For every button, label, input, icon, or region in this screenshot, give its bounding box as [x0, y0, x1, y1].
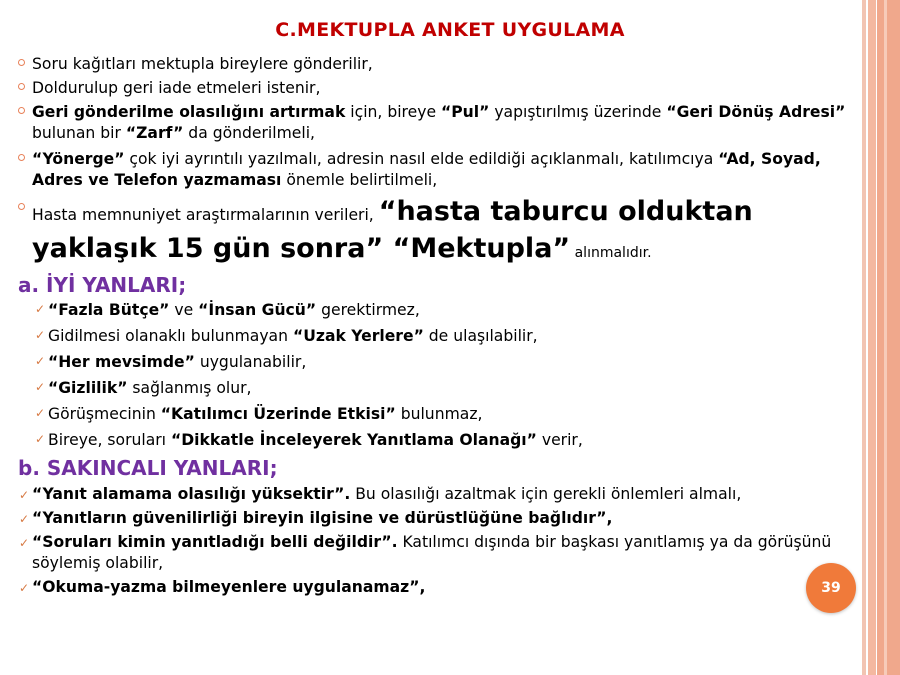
pros-item-2: ✓ Gidilmesi olanaklı bulunmayan “Uzak Yerlere” de ulaşılabilir, — [35, 327, 538, 345]
pros-item-4: ✓ “Gizlilik” sağlanmış olur, — [35, 379, 252, 397]
checkmark-icon: ✓ — [35, 354, 46, 368]
cons-item-1: ✓ “Yanıt alamama olasılığı yüksektir”. Bu olasılığı azaltmak için gerekli önlemleri almalı, — [19, 485, 742, 503]
intro-bullet-4: “Yönerge” çok iyi ayrıntılı yazılmalı, adresin nasıl elde edildiği açıklanmalı, katılımcıya “Ad, Soyad, Adres ve Telefon yazmaması önemle belirtilmeli, — [18, 149, 860, 191]
circle-bullet-icon — [18, 107, 25, 114]
decor-stripe-mid — [868, 0, 876, 675]
pros-item-1: ✓ “Fazla Bütçe” ve “İnsan Gücü” gerektirmez, — [35, 301, 420, 319]
decor-stripe-thin — [862, 0, 866, 675]
circle-bullet-icon — [18, 154, 25, 161]
pros-heading: a. İYİ YANLARI; — [18, 273, 187, 297]
cons-item-4: ✓ “Okuma-yazma bilmeyenlere uygulanamaz”, — [19, 578, 426, 596]
cons-heading: b. SAKINCALI YANLARI; — [18, 456, 278, 480]
page-number-badge: 39 — [806, 563, 856, 613]
circle-bullet-icon — [18, 203, 25, 210]
slide-title: C.MEKTUPLA ANKET UYGULAMA — [275, 19, 625, 41]
checkmark-icon: ✓ — [35, 302, 46, 316]
slide-content — [18, 54, 860, 598]
checkmark-icon: ✓ — [35, 406, 46, 420]
pros-item-6: ✓ Bireye, soruları “Dikkatle İnceleyerek Yanıtlama Olanağı” verir, — [35, 431, 583, 449]
checkmark-icon: ✓ — [35, 432, 46, 446]
intro-bullet-1: Soru kağıtları mektupla bireylere gönderilir, — [18, 54, 860, 75]
checkmark-icon: ✓ — [19, 512, 30, 526]
checkmark-icon: ✓ — [19, 581, 30, 595]
circle-bullet-icon — [18, 59, 25, 66]
checkmark-icon: ✓ — [35, 328, 46, 342]
pros-item-3: ✓ “Her mevsimde” uygulanabilir, — [35, 353, 307, 371]
circle-bullet-icon — [18, 83, 25, 90]
intro-bullet-2: Doldurulup geri iade etmeleri istenir, — [18, 78, 860, 99]
checkmark-icon: ✓ — [19, 536, 30, 550]
intro-bullet-5: Hasta memnuniyet araştırmalarının verileri, “hasta taburcu olduktan yaklaşık 15 gün sonra” “Mektupla” alınmalıdır. — [18, 195, 860, 270]
checkmark-icon: ✓ — [35, 380, 46, 394]
pros-item-5: ✓ Görüşmecinin “Katılımcı Üzerinde Etkisi” bulunmaz, — [35, 405, 483, 423]
cons-item-2: ✓ “Yanıtların güvenilirliği bireyin ilgisine ve dürüstlüğüne bağlıdır”, — [19, 509, 613, 527]
decor-stripe-highlight — [884, 0, 887, 675]
cons-item-3: ✓ “Soruları kimin yanıtladığı belli değildir”. Katılımcı dışında bir başkası yanıtlamış ya da görüşünü söylemiş olabilir, — [19, 533, 832, 572]
intro-bullet-3: Geri gönderilme olasılığını artırmak için, bireye “Pul” yapıştırılmış üzerinde “Geri Dönüş Adresi” bulunan bir “Zarf” da gönderilmeli, — [18, 102, 860, 144]
decor-stripe-wide — [877, 0, 900, 675]
checkmark-icon: ✓ — [19, 488, 30, 502]
